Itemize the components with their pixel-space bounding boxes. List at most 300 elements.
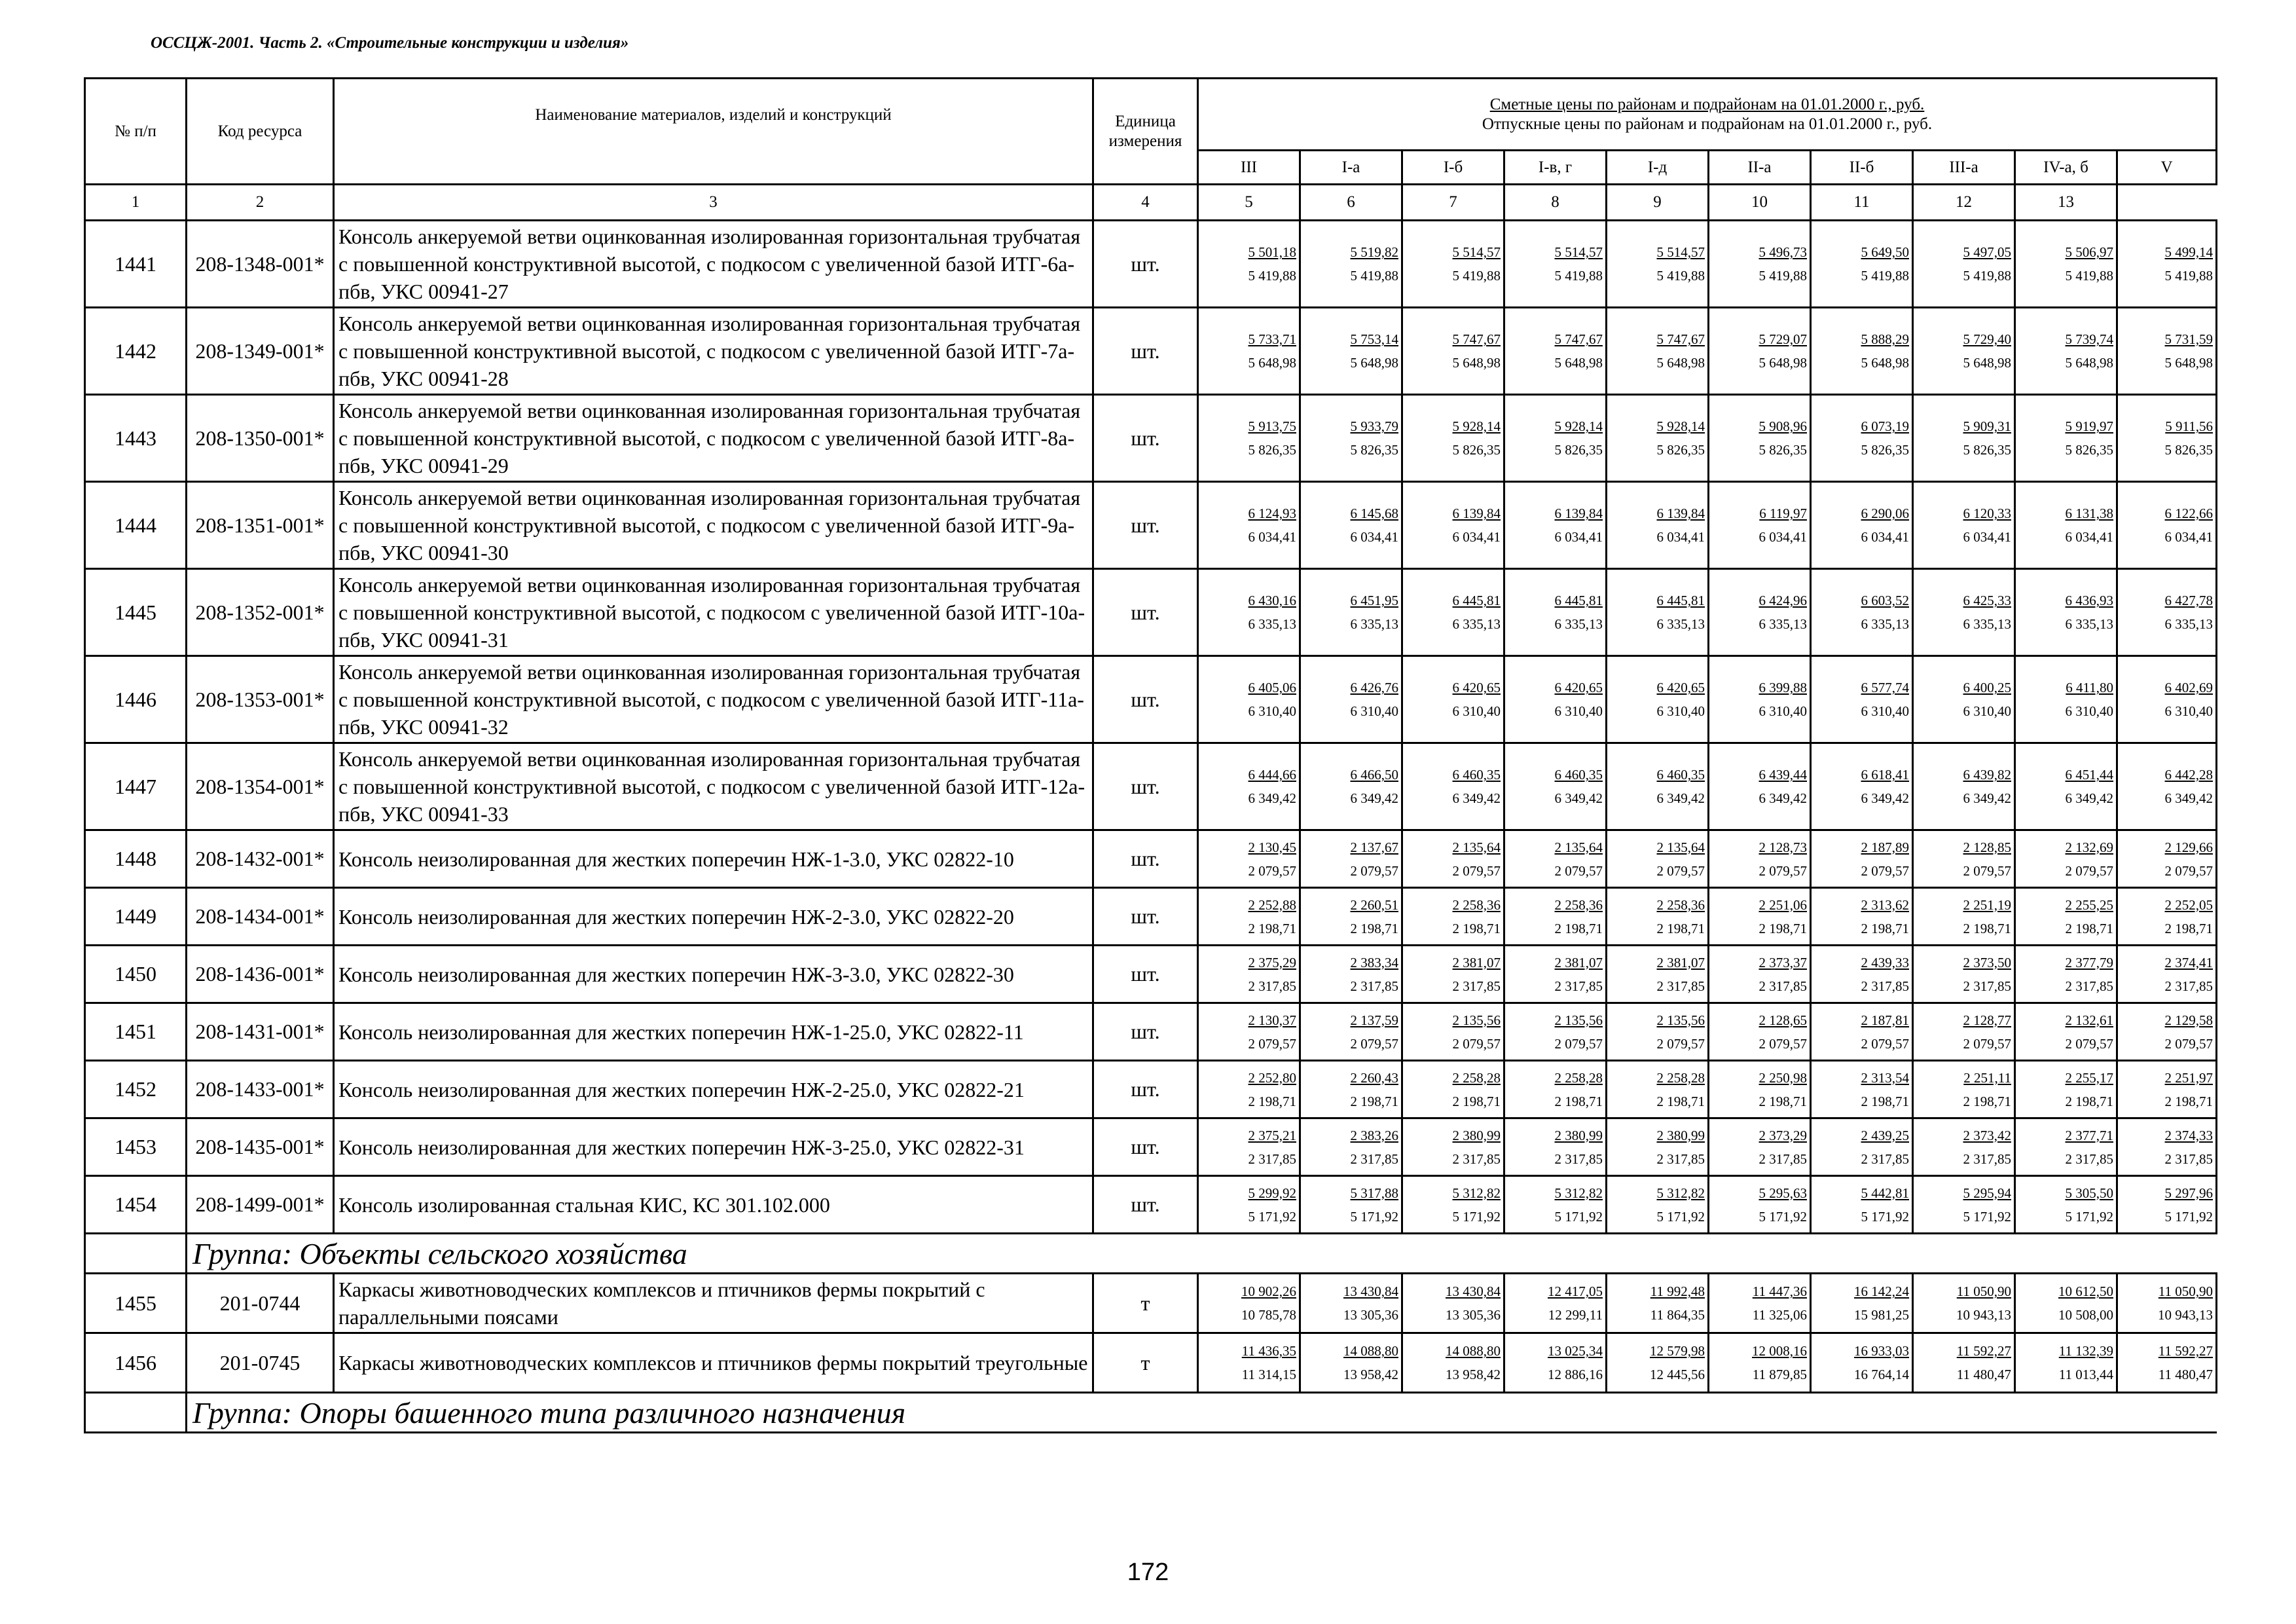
estimate-price: 2 128,77: [1963, 1012, 2011, 1028]
price-cell: [1709, 946, 1811, 1003]
estimate-price: 5 731,59: [2164, 331, 2214, 347]
price-cell: [1402, 656, 1504, 743]
estimate-price: 2 251,97: [2164, 1069, 2214, 1086]
release-price: 6 034,41: [1554, 529, 1603, 545]
release-price: 6 034,41: [1758, 529, 1807, 545]
table-row: [85, 221, 2217, 308]
page-number: 172: [1127, 1559, 1169, 1586]
column-number: 2: [187, 185, 334, 221]
header-region: IV-а, б: [2015, 151, 2117, 185]
estimate-price: 2 252,80: [1248, 1069, 1296, 1086]
price-cell: [2117, 743, 2217, 830]
price-cell: [1300, 1274, 1402, 1333]
release-price: 6 310,40: [2164, 703, 2214, 719]
estimate-price: 2 132,69: [2065, 839, 2113, 855]
estimate-price: 5 519,82: [1350, 244, 1398, 260]
release-price: 2 079,57: [1758, 1035, 1807, 1052]
item-name: Каркасы животноводческих комплексов и птичников фермы покрытий треугольные: [334, 1333, 1093, 1393]
price-cell: [1913, 395, 2015, 482]
price-cell: [1607, 1003, 1709, 1061]
release-price: 2 317,85: [2065, 1151, 2113, 1167]
estimate-price: 6 139,84: [1452, 506, 1501, 521]
estimate-price: 2 380,99: [1452, 1127, 1501, 1143]
unit: шт.: [1093, 830, 1198, 888]
estimate-price: 6 073,19: [1861, 418, 1909, 434]
item-name: Консоль неизолированная для жестких поперечин НЖ-3-25.0, УКС 02822-31: [334, 1118, 1093, 1176]
group-row: [85, 1234, 2217, 1274]
item-name: Консоль анкеруемой ветви оцинкованная изолированная горизонтальная трубчатая с повышенной конструктивной высотой, с подкосом с увеличенной базой ИТГ-6а-пбв, УКС 00941-27: [334, 221, 1093, 308]
price-cell: [1504, 946, 1607, 1003]
resource-code: 208-1351-001*: [187, 482, 334, 569]
price-cell: [1504, 888, 1607, 946]
price-cell: [2117, 482, 2217, 569]
estimate-price: 11 132,39: [2058, 1343, 2113, 1359]
column-number: 5: [1198, 185, 1300, 221]
estimate-price: 5 295,63: [1758, 1185, 1807, 1201]
resource-code: 208-1354-001*: [187, 743, 334, 830]
release-price: 6 310,40: [2065, 703, 2113, 719]
price-cell: [1198, 1274, 1300, 1333]
estimate-price: 6 618,41: [1861, 767, 1909, 783]
price-cell: [1402, 946, 1504, 1003]
release-price: 5 648,98: [2164, 355, 2214, 371]
price-cell: [1607, 888, 1709, 946]
release-price: 2 079,57: [1963, 862, 2011, 879]
release-price: 5 171,92: [2164, 1208, 2214, 1225]
estimate-price: 5 299,92: [1248, 1185, 1296, 1201]
estimate-price: 6 460,35: [1656, 767, 1705, 783]
estimate-price: 6 139,84: [1656, 506, 1705, 521]
price-cell: [1607, 946, 1709, 1003]
estimate-price: 11 436,35: [1241, 1343, 1296, 1359]
release-price: 6 335,13: [1861, 616, 1909, 632]
row-number: 1456: [85, 1333, 187, 1393]
estimate-price: 5 729,07: [1758, 331, 1807, 347]
price-cell: [1504, 395, 1607, 482]
release-price: 5 826,35: [2065, 442, 2113, 458]
estimate-price: 5 312,82: [1554, 1185, 1603, 1201]
price-cell: [1913, 221, 2015, 308]
release-price: 5 648,98: [1248, 355, 1296, 371]
estimate-price: 6 400,25: [1963, 680, 2011, 695]
estimate-price: 6 290,06: [1861, 506, 1909, 521]
column-number: 13: [2015, 185, 2117, 221]
release-price: 6 349,42: [1963, 790, 2011, 806]
price-cell: [1198, 1003, 1300, 1061]
row-number: 1448: [85, 830, 187, 888]
price-cell: [1504, 743, 1607, 830]
release-price: 5 419,88: [1350, 268, 1398, 284]
estimate-price: 2 380,99: [1554, 1127, 1603, 1143]
release-price: 2 317,85: [1554, 1151, 1603, 1167]
estimate-price: 6 460,35: [1452, 767, 1501, 783]
price-cell: [1402, 830, 1504, 888]
price-cell: [1709, 743, 1811, 830]
release-price: 6 335,13: [1452, 616, 1501, 632]
row-number: 1455: [85, 1274, 187, 1333]
item-name: Консоль анкеруемой ветви оцинкованная изолированная горизонтальная трубчатая с повышенной конструктивной высотой, с подкосом с увеличенной базой ИТГ-8а-пбв, УКС 00941-29: [334, 395, 1093, 482]
price-cell: [1811, 221, 1913, 308]
release-price: 6 349,42: [2164, 790, 2214, 806]
release-price: 2 198,71: [1758, 920, 1807, 936]
price-cell: [2117, 569, 2217, 656]
release-price: 6 034,41: [1350, 529, 1398, 545]
release-price: 5 826,35: [1248, 442, 1296, 458]
estimate-price: 2 251,11: [1963, 1069, 2011, 1086]
table-row: [85, 830, 2217, 888]
release-price: 6 310,40: [1452, 703, 1501, 719]
price-cell: [1198, 569, 1300, 656]
release-price: 2 317,85: [1656, 978, 1705, 994]
price-cell: [2117, 830, 2217, 888]
price-cell: [1300, 888, 1402, 946]
row-number: 1447: [85, 743, 187, 830]
item-name: Консоль неизолированная для жестких поперечин НЖ-2-25.0, УКС 02822-21: [334, 1061, 1093, 1118]
header-no: № п/п: [85, 79, 187, 185]
release-price: 2 198,71: [1861, 1093, 1909, 1109]
estimate-price: 2 260,51: [1350, 896, 1398, 913]
price-cell: [1811, 1003, 1913, 1061]
estimate-price: 2 377,71: [2065, 1127, 2113, 1143]
price-cell: [1198, 1176, 1300, 1234]
column-number: 1: [85, 185, 187, 221]
price-cell: [1300, 1003, 1402, 1061]
unit: шт.: [1093, 1061, 1198, 1118]
estimate-price: 2 135,56: [1656, 1012, 1705, 1028]
estimate-price: 2 135,64: [1452, 839, 1501, 855]
price-cell: [1402, 221, 1504, 308]
estimate-price: 12 579,98: [1650, 1343, 1705, 1359]
estimate-price: 2 373,50: [1963, 954, 2011, 970]
price-cell: [2015, 946, 2117, 1003]
estimate-price: 6 131,38: [2065, 506, 2113, 521]
release-price: 2 317,85: [2164, 978, 2214, 994]
price-cell: [1198, 308, 1300, 395]
price-cell: [2117, 1118, 2217, 1176]
release-price: 6 349,42: [1350, 790, 1398, 806]
price-cell: [1913, 656, 2015, 743]
estimate-price: 2 137,59: [1350, 1012, 1398, 1028]
price-cell: [2015, 830, 2117, 888]
header-region: II-а: [1709, 151, 1811, 185]
release-price: 5 826,35: [1963, 442, 2011, 458]
price-cell: [1402, 569, 1504, 656]
column-number: 10: [1709, 185, 1811, 221]
estimate-price: 6 122,66: [2164, 506, 2214, 521]
release-price: 6 034,41: [1452, 529, 1501, 545]
release-price: 6 335,13: [1656, 616, 1705, 632]
release-price: 2 198,71: [1554, 920, 1603, 936]
release-price: 11 325,06: [1752, 1307, 1807, 1323]
price-cell: [1709, 569, 1811, 656]
estimate-price: 2 135,56: [1554, 1012, 1603, 1028]
release-price: 6 335,13: [1963, 616, 2011, 632]
estimate-price: 6 426,76: [1350, 680, 1398, 695]
release-price: 2 198,71: [1248, 920, 1296, 936]
estimate-price: 6 445,81: [1554, 593, 1603, 608]
release-price: 2 317,85: [2164, 1151, 2214, 1167]
price-cell: [2015, 1176, 2117, 1234]
estimate-price: 6 451,95: [1350, 593, 1398, 608]
release-price: 2 198,71: [2065, 920, 2113, 936]
price-cell: [1300, 1061, 1402, 1118]
header-region: II-б: [1811, 151, 1913, 185]
estimate-price: 2 374,33: [2164, 1127, 2214, 1143]
estimate-price: 5 317,88: [1350, 1185, 1398, 1201]
price-cell: [2015, 888, 2117, 946]
resource-code: 208-1435-001*: [187, 1118, 334, 1176]
estimate-price: 6 420,65: [1554, 680, 1603, 695]
estimate-price: 2 439,33: [1861, 954, 1909, 970]
price-cell: [1504, 656, 1607, 743]
release-price: 16 764,14: [1854, 1367, 1909, 1382]
estimate-price: 11 050,90: [1956, 1283, 2011, 1299]
release-price: 5 171,92: [1758, 1208, 1807, 1225]
estimate-price: 5 739,74: [2065, 331, 2113, 347]
release-price: 13 958,42: [1446, 1367, 1501, 1382]
table-row: [85, 482, 2217, 569]
table-row: [85, 1003, 2217, 1061]
estimate-price: 5 729,40: [1963, 331, 2011, 347]
estimate-price: 16 142,24: [1854, 1283, 1909, 1299]
resource-code: 208-1349-001*: [187, 308, 334, 395]
estimate-price: 2 135,64: [1554, 839, 1603, 855]
estimate-price: 5 506,97: [2065, 244, 2113, 260]
release-price: 10 785,78: [1241, 1307, 1296, 1323]
estimate-price: 6 451,44: [2065, 767, 2113, 783]
column-number: 11: [1811, 185, 1913, 221]
price-cell: [2117, 1003, 2217, 1061]
price-cell: [1811, 1333, 1913, 1393]
row-number: 1452: [85, 1061, 187, 1118]
price-cell: [1709, 1061, 1811, 1118]
estimate-price: 5 312,82: [1452, 1185, 1501, 1201]
release-price: 13 305,36: [1446, 1307, 1501, 1323]
release-price: 2 317,85: [2065, 978, 2113, 994]
release-price: 5 826,35: [2164, 442, 2214, 458]
resource-code: 208-1353-001*: [187, 656, 334, 743]
release-price: 6 310,40: [1861, 703, 1909, 719]
unit: шт.: [1093, 743, 1198, 830]
unit: шт.: [1093, 308, 1198, 395]
price-cell: [1504, 1061, 1607, 1118]
item-name: Консоль неизолированная для жестких поперечин НЖ-3-3.0, УКС 02822-30: [334, 946, 1093, 1003]
release-price: 2 079,57: [1350, 862, 1398, 879]
price-cell: [1709, 830, 1811, 888]
estimate-price: 2 255,25: [2065, 896, 2113, 913]
item-name: Консоль неизолированная для жестких поперечин НЖ-1-25.0, УКС 02822-11: [334, 1003, 1093, 1061]
unit: шт.: [1093, 946, 1198, 1003]
price-cell: [1402, 308, 1504, 395]
estimate-price: 2 381,07: [1656, 954, 1705, 970]
release-price: 5 171,92: [1656, 1208, 1705, 1225]
release-price: 5 171,92: [1554, 1208, 1603, 1225]
release-price: 2 317,85: [1656, 1151, 1705, 1167]
price-cell: [1198, 482, 1300, 569]
release-price: 2 198,71: [2164, 920, 2214, 936]
estimate-price: 5 514,57: [1554, 244, 1603, 260]
price-cell: [1198, 656, 1300, 743]
estimate-price: 6 439,44: [1758, 767, 1807, 783]
price-cell: [1709, 221, 1811, 308]
group-title: Группа: Объекты сельского хозяйства: [187, 1234, 2217, 1274]
header-region: V: [2117, 151, 2217, 185]
item-name: Консоль анкеруемой ветви оцинкованная изолированная горизонтальная трубчатая с повышенной конструктивной высотой, с подкосом с увеличенной базой ИТГ-11а-пбв, УКС 00941-32: [334, 656, 1093, 743]
release-price: 2 317,85: [1452, 1151, 1501, 1167]
price-cell: [1913, 1118, 2015, 1176]
estimate-price: 2 374,41: [2164, 954, 2214, 970]
release-price: 2 079,57: [1554, 862, 1603, 879]
estimate-price: 5 747,67: [1554, 331, 1603, 347]
release-price: 6 310,40: [1554, 703, 1603, 719]
estimate-price: 11 992,48: [1650, 1283, 1705, 1299]
price-cell: [1607, 656, 1709, 743]
release-price: 6 310,40: [1350, 703, 1398, 719]
price-cell: [1504, 1003, 1607, 1061]
estimate-price: 5 297,96: [2164, 1185, 2214, 1201]
release-price: 6 349,42: [1248, 790, 1296, 806]
release-price: 2 198,71: [1758, 1093, 1807, 1109]
estimate-price: 2 129,66: [2164, 839, 2214, 855]
table-row: [85, 888, 2217, 946]
release-price: 6 349,42: [1554, 790, 1603, 806]
resource-code: 208-1350-001*: [187, 395, 334, 482]
estimate-price: 2 128,85: [1963, 839, 2011, 855]
release-price: 2 317,85: [1758, 978, 1807, 994]
release-price: 5 826,35: [1452, 442, 1501, 458]
price-cell: [1300, 1333, 1402, 1393]
row-number: 1441: [85, 221, 187, 308]
release-price: 2 079,57: [2065, 862, 2113, 879]
item-name: Консоль изолированная стальная КИС, КС 301.102.000: [334, 1176, 1093, 1234]
table-row: [85, 1274, 2217, 1333]
estimate-price: 5 305,50: [2065, 1185, 2113, 1201]
row-number: 1444: [85, 482, 187, 569]
price-cell: [2015, 1003, 2117, 1061]
estimate-price: 2 132,61: [2065, 1012, 2113, 1028]
release-price: 6 034,41: [1861, 529, 1909, 545]
header-code: Код ресурса: [187, 79, 334, 185]
price-cell: [1811, 830, 1913, 888]
release-price: 6 335,13: [2065, 616, 2113, 632]
estimate-price: 2 258,28: [1452, 1069, 1501, 1086]
price-cell: [1913, 830, 2015, 888]
resource-code: 201-0745: [187, 1333, 334, 1393]
price-cell: [1709, 395, 1811, 482]
unit: шт.: [1093, 395, 1198, 482]
group-spacer: [85, 1234, 187, 1274]
row-number: 1442: [85, 308, 187, 395]
price-cell: [1811, 569, 1913, 656]
release-price: 2 079,57: [2164, 1035, 2214, 1052]
document-header: ОССЦЖ-2001. Часть 2. «Строительные конструкции и изделия»: [151, 34, 629, 52]
estimate-price: 5 913,75: [1248, 418, 1296, 434]
estimate-price: 6 420,65: [1452, 680, 1501, 695]
price-cell: [2015, 1118, 2117, 1176]
price-cell: [1504, 1118, 1607, 1176]
price-cell: [2015, 395, 2117, 482]
column-number: 8: [1504, 185, 1607, 221]
estimate-price: 5 295,94: [1963, 1185, 2011, 1201]
price-cell: [1913, 482, 2015, 569]
release-price: 6 034,41: [1248, 529, 1296, 545]
price-cell: [1300, 308, 1402, 395]
row-number: 1451: [85, 1003, 187, 1061]
item-name: Каркасы животноводческих комплексов и птичников фермы покрытий с параллельными поясами: [334, 1274, 1093, 1333]
estimate-price: 5 501,18: [1248, 244, 1296, 260]
price-cell: [1198, 395, 1300, 482]
unit: шт.: [1093, 1118, 1198, 1176]
release-price: 6 349,42: [2065, 790, 2113, 806]
estimate-price: 2 187,81: [1861, 1012, 1909, 1028]
table-row: [85, 946, 2217, 1003]
estimate-price: 2 373,37: [1758, 954, 1807, 970]
unit: т: [1093, 1333, 1198, 1393]
estimate-price: 13 430,84: [1446, 1283, 1501, 1299]
row-number: 1453: [85, 1118, 187, 1176]
table-row: [85, 743, 2217, 830]
release-price: 6 034,41: [2065, 529, 2113, 545]
column-number: 4: [1093, 185, 1198, 221]
estimate-price: 6 405,06: [1248, 680, 1296, 695]
price-cell: [2015, 569, 2117, 656]
price-cell: [1198, 946, 1300, 1003]
price-cell: [2015, 221, 2117, 308]
release-price: 5 826,35: [1758, 442, 1807, 458]
price-cell: [1402, 395, 1504, 482]
release-price: 13 305,36: [1343, 1307, 1398, 1323]
item-name: Консоль неизолированная для жестких поперечин НЖ-2-3.0, УКС 02822-20: [334, 888, 1093, 946]
unit: шт.: [1093, 888, 1198, 946]
release-price: 6 335,13: [1350, 616, 1398, 632]
release-price: 5 419,88: [1452, 268, 1501, 284]
release-price: 6 034,41: [1656, 529, 1705, 545]
price-cell: [2117, 1176, 2217, 1234]
release-price: 11 864,35: [1650, 1307, 1705, 1323]
price-cell: [1811, 395, 1913, 482]
item-name: Консоль анкеруемой ветви оцинкованная изолированная горизонтальная трубчатая с повышенной конструктивной высотой, с подкосом с увеличенной базой ИТГ-12а-пбв, УКС 00941-33: [334, 743, 1093, 830]
estimate-price: 2 187,89: [1861, 839, 1909, 855]
unit: шт.: [1093, 221, 1198, 308]
resource-code: 208-1348-001*: [187, 221, 334, 308]
estimate-price: 2 255,17: [2065, 1069, 2113, 1086]
price-cell: [1300, 946, 1402, 1003]
estimate-price: 2 137,67: [1350, 839, 1398, 855]
release-price: 11 480,47: [2158, 1367, 2214, 1382]
price-cell: [1198, 830, 1300, 888]
column-number: 9: [1607, 185, 1709, 221]
release-price: 2 079,57: [1452, 862, 1501, 879]
price-cell: [1198, 1061, 1300, 1118]
estimate-price: 5 933,79: [1350, 418, 1398, 434]
release-price: 2 079,57: [1452, 1035, 1501, 1052]
resource-code: 208-1499-001*: [187, 1176, 334, 1234]
price-cell: [2117, 946, 2217, 1003]
price-cell: [1811, 1176, 1913, 1234]
resource-code: 208-1352-001*: [187, 569, 334, 656]
price-cell: [2117, 221, 2217, 308]
price-cell: [1607, 1333, 1709, 1393]
row-number: 1446: [85, 656, 187, 743]
estimate-price: 2 373,42: [1963, 1127, 2011, 1143]
estimate-price: 6 399,88: [1758, 680, 1807, 695]
release-price: 6 349,42: [1656, 790, 1705, 806]
resource-code: 208-1436-001*: [187, 946, 334, 1003]
estimate-price: 2 130,37: [1248, 1012, 1296, 1028]
price-cell: [2117, 1274, 2217, 1333]
price-cell: [1709, 888, 1811, 946]
release-price: 5 419,88: [2065, 268, 2113, 284]
